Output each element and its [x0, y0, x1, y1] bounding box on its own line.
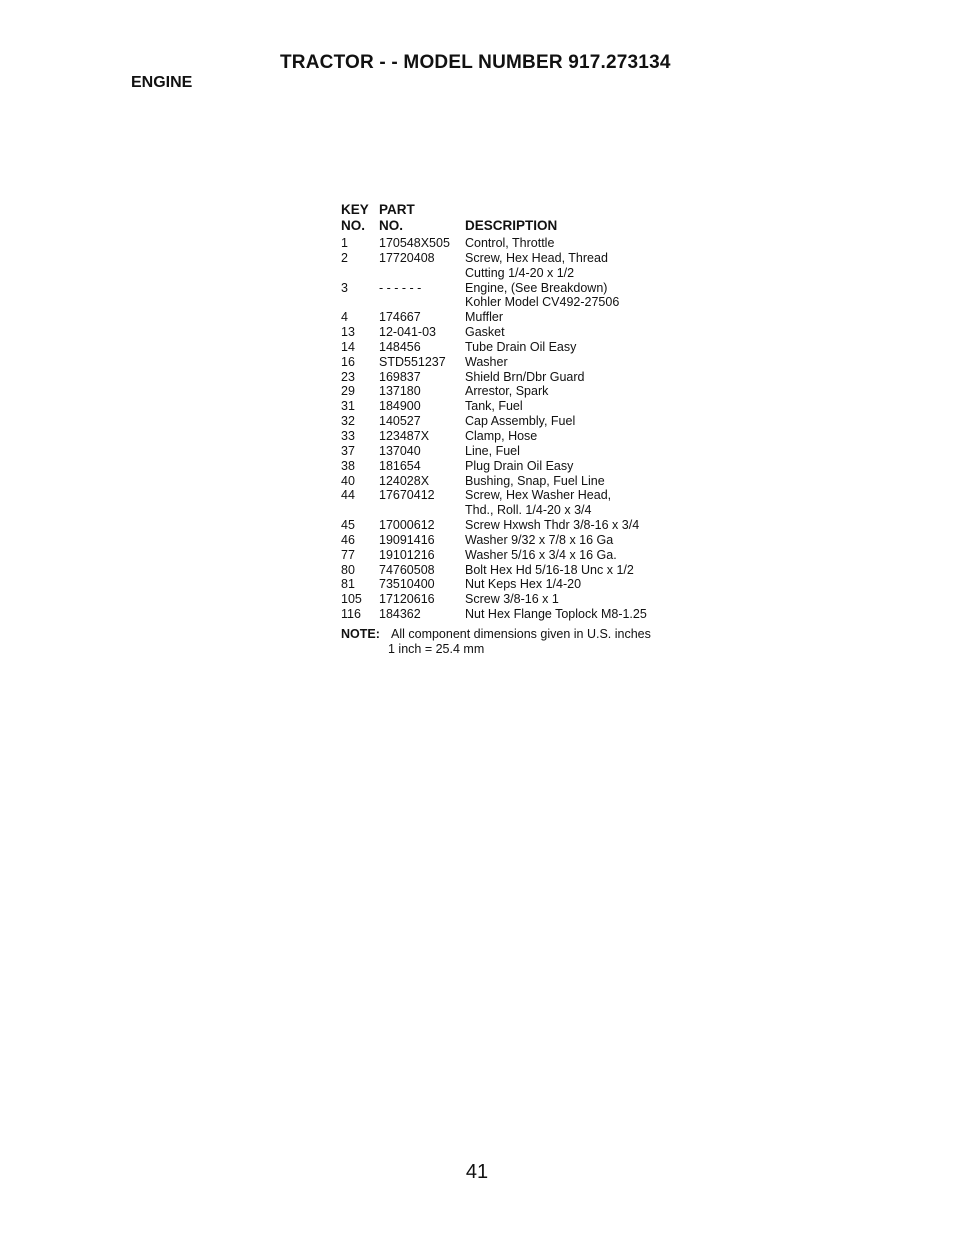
table-row: [341, 592, 701, 607]
section-title: ENGINE: [131, 74, 193, 91]
part-number: 137040: [379, 443, 421, 458]
part-description: Tank, Fuel: [465, 399, 523, 414]
header-key-line1: KEY: [341, 202, 369, 217]
key-number: 31: [341, 399, 355, 414]
part-description: Washer: [465, 354, 508, 369]
part-description: Screw 3/8-16 x 1: [465, 592, 559, 607]
table-row: [341, 459, 701, 474]
part-description: Plug Drain Oil Easy: [465, 458, 574, 473]
key-number: 45: [341, 518, 355, 533]
table-row: [341, 474, 701, 489]
table-row: [341, 429, 701, 444]
part-number: 174667: [379, 310, 421, 325]
part-number: - - - - - -: [379, 280, 422, 295]
part-number: 169837: [379, 369, 421, 384]
parts-table-header: [341, 203, 701, 236]
key-number: 37: [341, 443, 355, 458]
part-description: Shield Brn/Dbr Guard: [465, 369, 585, 384]
table-row: [341, 384, 701, 399]
table-row: [341, 577, 701, 592]
key-number: 116: [341, 607, 361, 622]
part-number: 17120616: [379, 592, 435, 607]
table-row: [341, 310, 701, 325]
part-number: STD551237: [379, 354, 446, 369]
part-description: Washer 9/32 x 7/8 x 16 Ga: [465, 532, 614, 547]
key-number: 40: [341, 473, 355, 488]
key-number: 33: [341, 428, 355, 443]
table-row: [341, 355, 701, 370]
key-number: 38: [341, 458, 355, 473]
table-row: [341, 444, 701, 459]
part-number: 73510400: [379, 577, 435, 592]
part-description: Nut Hex Flange Toplock M8-1.25: [465, 607, 647, 622]
part-description: Arrestor, Spark: [465, 384, 549, 399]
key-number: 3: [341, 280, 348, 295]
part-number: 12-041-03: [379, 325, 436, 340]
header-key-line2: NO.: [341, 218, 366, 233]
key-number: 13: [341, 325, 355, 340]
part-description: Screw, Hex Washer Head, Thd., Roll. 1/4-20 x 3/4: [465, 488, 612, 518]
key-number: 77: [341, 547, 355, 562]
part-description: Tube Drain Oil Easy: [465, 339, 577, 354]
key-number: 44: [341, 488, 355, 503]
table-row: [341, 251, 701, 281]
note: [341, 627, 701, 657]
part-number: 148456: [379, 339, 421, 354]
table-row: [341, 325, 701, 340]
header-description: DESCRIPTION: [465, 218, 558, 233]
table-row: [341, 563, 701, 578]
table-row: [341, 518, 701, 533]
header-part-line2: NO.: [379, 218, 404, 233]
header-part-line1: PART: [379, 202, 415, 217]
part-description: Control, Throttle: [465, 236, 555, 250]
key-number: 2: [341, 250, 348, 265]
page-title: TRACTOR - - MODEL NUMBER 917.273134: [280, 52, 671, 73]
part-description: Nut Keps Hex 1/4-20: [465, 577, 582, 592]
key-number: 80: [341, 562, 355, 577]
table-row: [341, 488, 701, 518]
part-description: Engine, (See Breakdown) Kohler Model CV492-27506: [465, 280, 620, 310]
part-description: Washer 5/16 x 3/4 x 16 Ga.: [465, 547, 617, 562]
page-number: 41: [465, 1161, 489, 1183]
table-row: [341, 399, 701, 414]
key-number: 14: [341, 339, 355, 354]
part-number: 184362: [379, 607, 421, 622]
note-text: All component dimensions given in U.S. inches: [391, 626, 651, 641]
part-number: 184900: [379, 399, 421, 414]
key-number: 81: [341, 577, 355, 592]
key-number: 16: [341, 354, 355, 369]
table-row: [341, 414, 701, 429]
part-number: 74760508: [379, 562, 435, 577]
part-description: Screw Hxwsh Thdr 3/8-16 x 3/4: [465, 518, 640, 533]
table-row: [341, 340, 701, 355]
table-row: [341, 236, 701, 251]
part-number: 17720408: [379, 250, 435, 265]
key-number: 46: [341, 532, 355, 547]
part-description: Muffler: [465, 310, 503, 325]
part-description: Bushing, Snap, Fuel Line: [465, 473, 605, 488]
part-number: 124028X: [379, 473, 430, 488]
part-number: 181654: [379, 458, 421, 473]
parts-list: [341, 203, 701, 657]
table-row: [341, 370, 701, 385]
part-number: 123487X: [379, 428, 430, 443]
table-row: [341, 533, 701, 548]
note-conversion: 1 inch = 25.4 mm: [388, 641, 485, 656]
note-label: NOTE:: [341, 626, 380, 641]
key-number: 23: [341, 369, 355, 384]
table-row: [341, 548, 701, 563]
parts-table-body: [341, 236, 701, 622]
key-number: 1: [341, 236, 348, 250]
part-number: 17670412: [379, 488, 435, 503]
part-description: Line, Fuel: [465, 443, 520, 458]
part-number: 17000612: [379, 518, 435, 533]
part-description: Screw, Hex Head, Thread Cutting 1/4-20 x 1/2: [465, 250, 608, 280]
part-number: 170548X505: [379, 236, 450, 250]
table-row: [341, 607, 701, 622]
key-number: 32: [341, 414, 355, 429]
key-number: 29: [341, 384, 355, 399]
key-number: 4: [341, 310, 348, 325]
part-number: 19101216: [379, 547, 435, 562]
part-number: 140527: [379, 414, 421, 429]
part-description: Gasket: [465, 325, 505, 340]
part-description: Bolt Hex Hd 5/16-18 Unc x 1/2: [465, 562, 634, 577]
key-number: 105: [341, 592, 362, 607]
part-number: 19091416: [379, 532, 435, 547]
part-description: Cap Assembly, Fuel: [465, 414, 576, 429]
part-number: 137180: [379, 384, 421, 399]
part-description: Clamp, Hose: [465, 428, 538, 443]
table-row: [341, 281, 701, 311]
